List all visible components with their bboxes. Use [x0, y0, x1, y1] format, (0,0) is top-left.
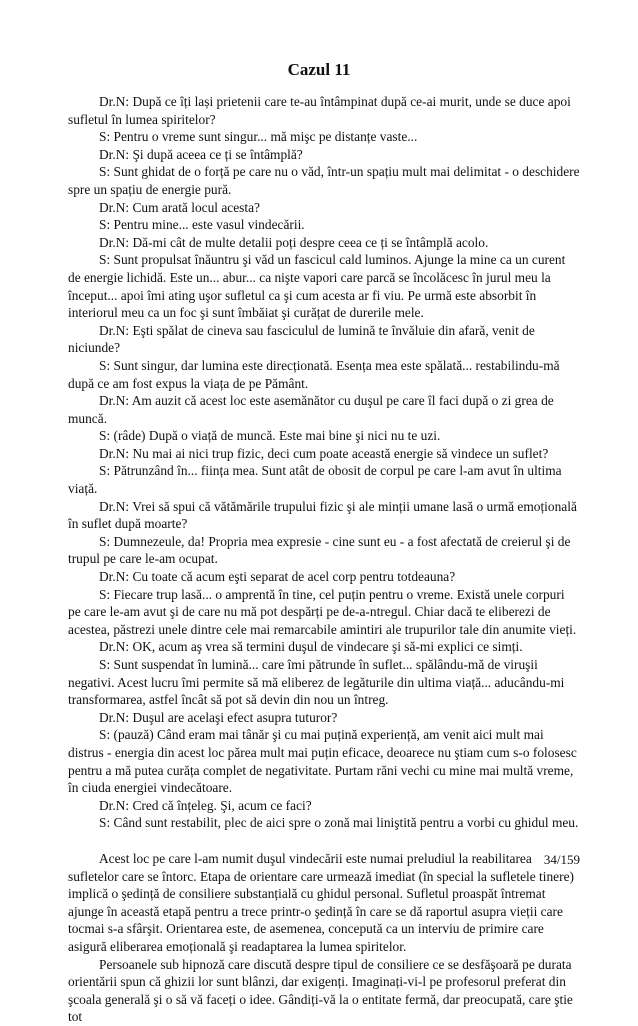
paragraph: S: Sunt ghidat de o forță pe care nu o văd, într-un spațiu mult mai delimitat - o deschidere spre un spațiu de energie pură. — [68, 164, 580, 197]
paragraph: S: Pentru o vreme sunt singur... mă mişc pe distanțe vaste... — [99, 129, 418, 145]
paragraph: Dr.N: OK, acum aş vrea să termini duşul de vindecare şi să-mi explici ce simți. — [99, 639, 523, 655]
paragraph: Dr.N: Eşti spălat de cineva sau fasciculul de lumină te învăluie din afară, venit de niciunde? — [68, 322, 535, 356]
paragraph: S: Când sunt restabilit, plec de aici spre o zonă mai liniştită pentru a vorbi cu ghidul meu. — [99, 815, 579, 831]
document-body — [68, 93, 580, 1026]
paragraph: Dr.N: Vrei să spui că vătămările trupului fizic şi ale minții umane lasă o urmă emoțională în suflet după moarte? — [68, 498, 577, 532]
paragraph: S: Sunt propulsat înăuntru şi văd un fascicul cald luminos. Ajunge la mine ca un curent de energie lichidă. Este un... abur... ca nişte vapori care parcă se încolăcesc în jurul meu la început... apoi îmi ating uşor sufletul ca şi cum acesta ar fi viu. Pe urmă este absorbit în interiorul meu ca un foc şi sunt îmbăiat şi curățat de durerile mele. — [68, 252, 566, 321]
paragraph: Dr.N: După ce îți lași prietenii care te-au întâmpinat după ce-ai murit, unde se duce apoi sufletul în lumea spiritelor? — [68, 94, 571, 127]
paragraph: Dr.N: Cum arată locul acesta? — [99, 199, 260, 215]
paragraph: Persoanele sub hipnoză care discută despre tipul de consiliere ce se desfăşoară pe durata orientării spun că ghizii lor sunt blânzi, dar exigenți. Imaginați-vi-l pe profesorul preferat din şcoala generală şi o să vă faceți o idee. Gândiți-vă la o entitate fermă, dar preocupată, care ştie tot — [68, 956, 573, 1025]
paragraph: S: Dumnezeule, da! Propria mea expresie - cine sunt eu - a fost afectată de creierul şi de trupul pe care le-am ocupat. — [68, 533, 571, 567]
paragraph: S: Pentru mine... este vasul vindecării. — [99, 217, 305, 233]
paragraph: S: Sunt singur, dar lumina este direcționată. Esența mea este spălată... restabilindu-mă după ce am fost expus la viața de pe Pământ. — [68, 357, 560, 391]
paragraph: Dr.N: Am auzit că acest loc este asemănător cu duşul pe care îl faci după o zi grea de muncă. — [68, 393, 554, 426]
paragraph: S: (pauză) Când eram mai tânăr şi cu mai puțină experiență, am venit aici mult mai distrus - energia din acest loc părea mult mai puțin eficace, deoarece nu ştiam cum s-o folosesc pentru a mă putea curăța complet de negativitate. Purtam răni vechi cu mine mai multă vreme, în ciuda energiei vindecătoare. — [68, 727, 577, 796]
paragraph: Dr.N: Cred că înțeleg. Şi, acum ce faci? — [99, 797, 312, 813]
paragraph: S: Fiecare trup lasă... o amprentă în tine, cel puțin pentru o vreme. Există unele corpuri pe care le-am avut şi de care nu mă pot despărți pe de-a-ntregul. Chiar dacă te eliberezi de acestea, păstrezi unele dintre cele mai remarcabile amintiri ale trupurilor tale din anumite vieți. — [68, 586, 577, 637]
paragraph: Dr.N: Nu mai ai nici trup fizic, deci cum poate această energie să vindece un suflet? — [99, 445, 549, 461]
paragraph: Dr.N: Şi după aceea ce ți se întâmplă? — [99, 146, 303, 162]
page-number: 34/159 — [543, 852, 580, 867]
paragraph: Acest loc pe care l-am numit duşul vindecării este numai preludiul la reabilitarea sufletelor care se întorc. Etapa de orientare care urmează imediat (în special la sufletele tinere) implică o şedință de consiliere substanțială cu ghidul personal. Sufletul proaspăt întremat ajunge în această etapă pentru a trece printr-o şedință în care se dă raportul asupra vieții care tocmai s-a sfârşit. Orientarea este, de asemenea, concepută ca un interviu de primire care asigură eliberarea emoțională şi readaptarea la lumea spiritelor. — [68, 850, 574, 954]
paragraph: Dr.N: Cu toate că acum eşti separat de acel corp pentru totdeauna? — [99, 569, 456, 585]
paragraph: Dr.N: Duşul are acelaşi efect asupra tuturor? — [99, 709, 338, 725]
paragraph: S: (râde) După o viață de muncă. Este mai bine şi nici nu te uzi. — [99, 428, 441, 444]
paragraph: S: Pătrunzând în... ființa mea. Sunt atât de obosit de corpul pe care l-am avut în ultima viață. — [68, 463, 562, 497]
paragraph: S: Sunt suspendat în lumină... care îmi pătrunde în suflet... spălându-mă de viruşii negativi. Acest lucru îmi permite să mă eliberez de legăturile din ultima viață... aducându-mi transformarea, astfel încât să pot să devin din nou un întreg. — [68, 657, 565, 708]
page-title: Cazul 11 — [287, 60, 351, 79]
paragraph: Dr.N: Dă-mi cât de multe detalii poți despre ceea ce ți se întâmplă acolo. — [99, 234, 489, 250]
